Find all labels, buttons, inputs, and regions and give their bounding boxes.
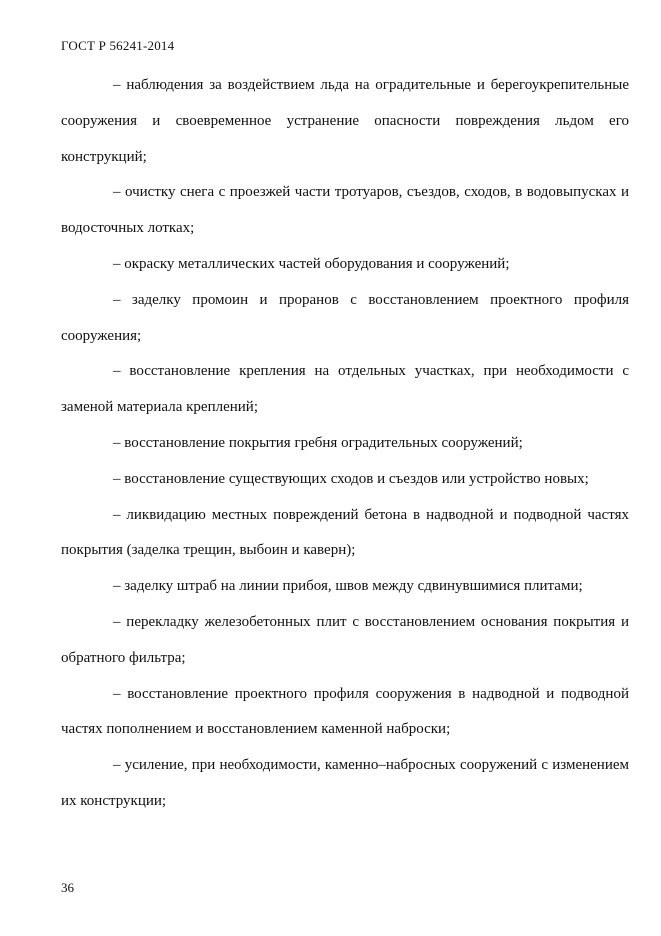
list-item: – восстановление крепления на отдельных участках, при необходимости с заменой материала креплений; <box>61 363 629 416</box>
list-item: – окраску металлических частей оборудования и сооружений; <box>113 255 510 272</box>
document-body <box>61 68 629 820</box>
list-item: – наблюдения за воздействием льда на оградительные и берегоукрепительные сооружения и своевременное устранение опасности повреждения льдом его конструкций; <box>61 77 629 165</box>
page-number: 36 <box>61 880 74 895</box>
list-item: – восстановление существующих сходов и съездов или устройство новых; <box>113 470 589 487</box>
list-item: – ликвидацию местных повреждений бетона в надводной и подводной частях покрытия (заделка трещин, выбоин и каверн); <box>61 506 629 559</box>
list-item: – очистку снега с проезжей части тротуаров, съездов, сходов, в водовыпусках и водосточных лотках; <box>61 184 629 237</box>
list-item: – заделку промоин и проранов с восстановлением проектного профиля сооружения; <box>61 291 629 344</box>
list-item: – восстановление проектного профиля сооружения в надводной и подводной частях пополнением и восстановлением каменной наброски; <box>61 685 629 738</box>
list-item: – заделку штраб на линии прибоя, швов между сдвинувшимися плитами; <box>113 578 583 595</box>
document-header: ГОСТ Р 56241-2014 <box>61 38 175 53</box>
list-item: – усиление, при необходимости, каменно–набросных сооружений с изменением их конструкции; <box>61 757 629 809</box>
list-item: – восстановление покрытия гребня оградительных сооружений; <box>113 434 523 451</box>
list-item: – перекладку железобетонных плит с восстановлением основания покрытия и обратного фильтра; <box>61 613 629 666</box>
